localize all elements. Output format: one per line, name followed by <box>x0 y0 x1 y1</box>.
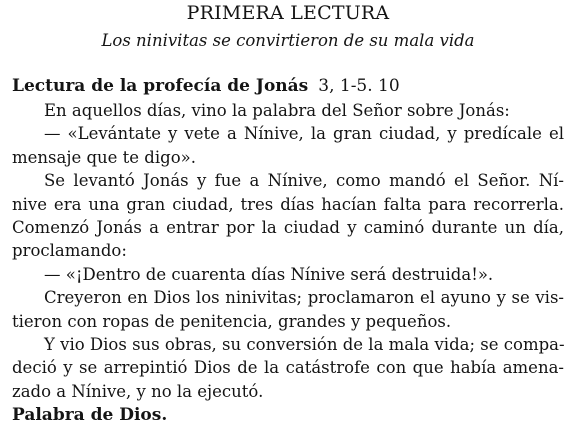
reading-line: zado a Nínive, y no la ejecutó. <box>12 381 264 401</box>
page-title: PRIMERA LECTURA <box>186 2 390 24</box>
closing-acclamation: Palabra de Dios. <box>12 405 168 425</box>
reading-line: Creyeron en Dios los ninivitas; proclamaron el ayuno y se vis- <box>44 288 564 308</box>
reading-heading <box>12 75 400 97</box>
reading-line: Comenzó Jonás a entrar por la ciudad y caminó durante un día, <box>12 217 564 237</box>
reading-body <box>12 99 564 403</box>
scripture-reference: 3, 1-5. 10 <box>318 76 400 96</box>
reading-line: nive era una gran ciudad, tres días hacían falta para recorrerla. <box>12 194 564 214</box>
reading-line: mensaje que te digo». <box>12 147 196 167</box>
reading-line: En aquellos días, vino la palabra del Señor sobre Jonás: <box>44 101 510 120</box>
reading-line: proclamando: <box>12 241 127 261</box>
reading-line: tieron con ropas de penitencia, grandes y pequeños. <box>12 311 452 331</box>
reading-line: — «¡Dentro de cuarenta días Nínive será destruida!». <box>44 264 494 284</box>
reading-line: Se levantó Jonás y fue a Nínive, como mandó el Señor. Ní- <box>44 171 564 191</box>
reading-line: deció y se arrepintió Dios de la catástrofe con que había amena- <box>12 358 564 378</box>
reading-subtitle: Los ninivitas se convirtieron de su mala vida <box>101 31 475 50</box>
reading-heading-title: Lectura de la profecía de Jonás <box>12 76 309 96</box>
reading-line: Y vio Dios sus obras, su conversión de la mala vida; se compa- <box>44 334 565 354</box>
reading-line: — «Levántate y vete a Nínive, la gran ciudad, y predícale el <box>44 124 564 144</box>
